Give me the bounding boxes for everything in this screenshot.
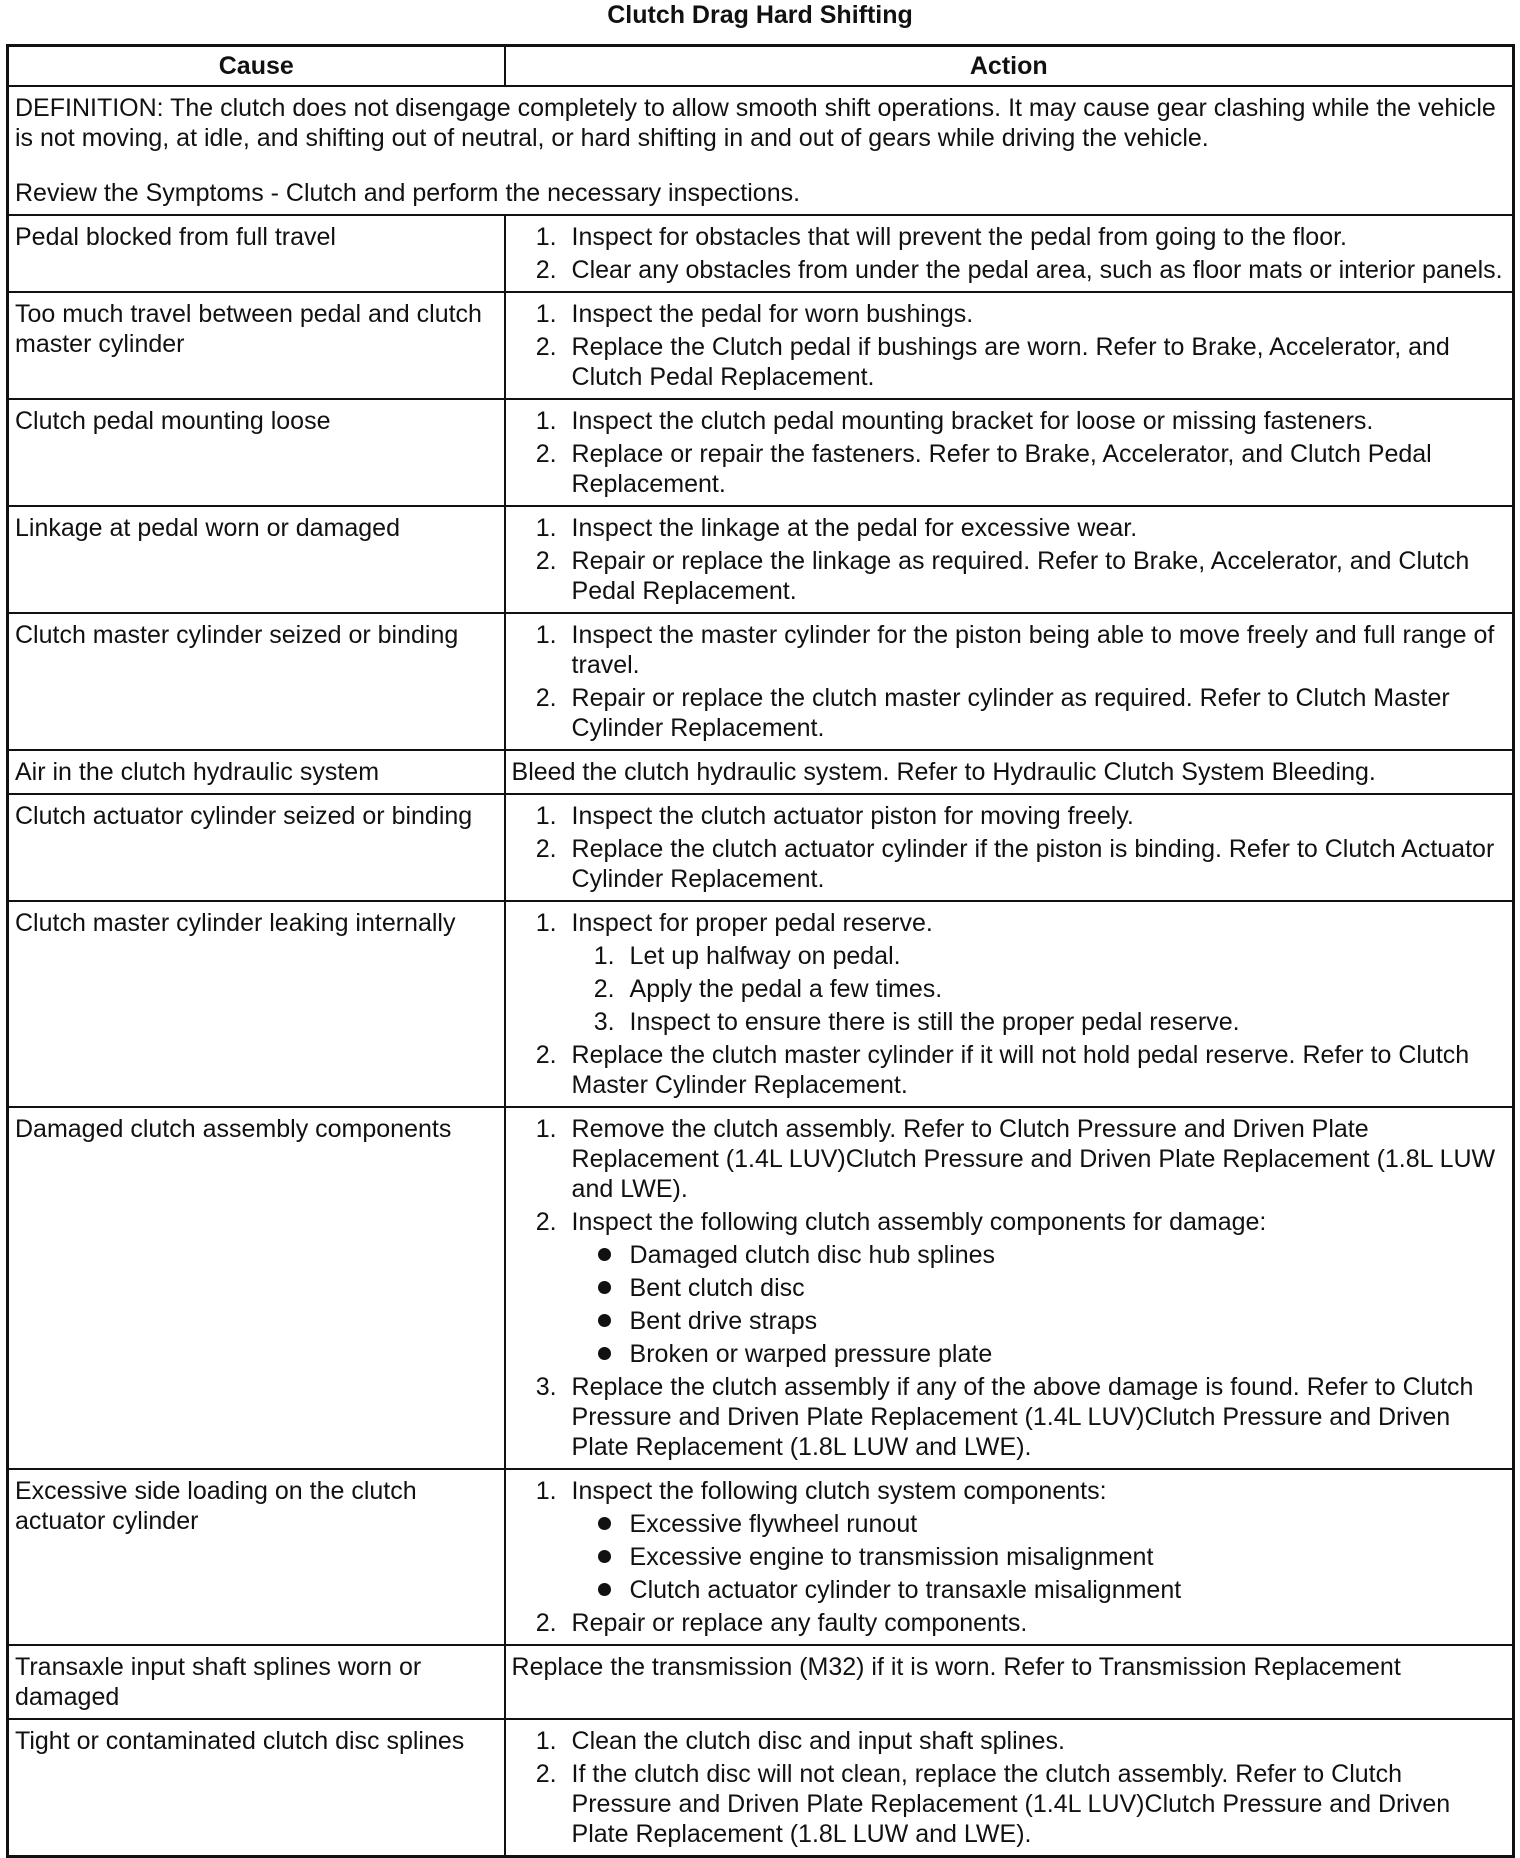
cause-cell: Tight or contaminated clutch disc splines — [8, 1719, 505, 1857]
action-step: 1. Clean the clutch disc and input shaft splines. — [564, 1726, 1506, 1756]
action-cell — [505, 215, 1514, 292]
cause-cell: Clutch pedal mounting loose — [8, 399, 505, 506]
action-step: 2. Repair or replace the linkage as required. Refer to Brake, Accelerator, and Clutch Pedal Replacement. — [564, 546, 1506, 606]
definition-review: Review the Symptoms - Clutch and perform the necessary inspections. — [15, 179, 801, 207]
action-steps — [512, 299, 1506, 392]
cause-cell: Damaged clutch assembly components — [8, 1107, 505, 1469]
bullet-item: Damaged clutch disc hub splines — [622, 1240, 1506, 1270]
action-steps — [512, 513, 1506, 606]
table-row — [8, 1719, 1514, 1857]
bullet-item: Excessive flywheel runout — [622, 1509, 1506, 1539]
action-step: 2. Replace or repair the fasteners. Refer to Brake, Accelerator, and Clutch Pedal Replacement. — [564, 439, 1506, 499]
cause-cell: Clutch master cylinder seized or binding — [8, 613, 505, 750]
cause-cell: Too much travel between pedal and clutch master cylinder — [8, 292, 505, 399]
cause-cell: Excessive side loading on the clutch actuator cylinder — [8, 1469, 505, 1645]
action-steps — [512, 908, 1506, 1100]
action-substeps — [572, 941, 1506, 1037]
action-step: 1. Remove the clutch assembly. Refer to Clutch Pressure and Driven Plate Replacement (1.4L LUV)Clutch Pressure and Driven Plate Replacement (1.8L LUW and LWE). — [564, 1114, 1506, 1204]
action-step-text: Inspect the following clutch assembly components for damage: — [571, 1208, 1267, 1236]
action-cell: Bleed the clutch hydraulic system. Refer to Hydraulic Clutch System Bleeding. — [505, 750, 1514, 794]
definition-cell — [8, 86, 1514, 215]
action-steps — [512, 406, 1506, 499]
action-steps — [512, 222, 1506, 285]
cause-cell: Linkage at pedal worn or damaged — [8, 506, 505, 613]
action-step — [564, 1207, 1506, 1369]
action-cell — [505, 613, 1514, 750]
table-row — [8, 613, 1514, 750]
action-step-text: Inspect for proper pedal reserve. — [571, 909, 933, 937]
bullet-item: Excessive engine to transmission misalignment — [622, 1542, 1506, 1572]
table-row — [8, 399, 1514, 506]
cause-column-header: Cause — [8, 46, 505, 87]
action-steps — [512, 1476, 1506, 1638]
table-row — [8, 750, 1514, 794]
action-step — [564, 908, 1506, 1037]
action-step: 1. Inspect the master cylinder for the piston being able to move freely and full range of travel. — [564, 620, 1506, 680]
action-substep: 2. Apply the pedal a few times. — [622, 974, 1506, 1004]
table-row — [8, 1645, 1514, 1719]
cause-cell: Transaxle input shaft splines worn or damaged — [8, 1645, 505, 1719]
bullet-item: Bent clutch disc — [622, 1273, 1506, 1303]
action-cell — [505, 1719, 1514, 1857]
bullet-list — [572, 1509, 1506, 1605]
cause-cell: Air in the clutch hydraulic system — [8, 750, 505, 794]
table-row — [8, 292, 1514, 399]
table-row — [8, 1107, 1514, 1469]
troubleshooting-table — [6, 44, 1515, 1858]
action-step: 1. Inspect the clutch pedal mounting bracket for loose or missing fasteners. — [564, 406, 1506, 436]
action-substep: 1. Let up halfway on pedal. — [622, 941, 1506, 971]
action-cell: Replace the transmission (M32) if it is worn. Refer to Transmission Replacement — [505, 1645, 1514, 1719]
action-steps — [512, 1114, 1506, 1462]
action-step: 1. Inspect the clutch actuator piston for moving freely. — [564, 801, 1506, 831]
action-step-text: Inspect the following clutch system components: — [571, 1477, 1107, 1505]
action-step: 2. Repair or replace the clutch master cylinder as required. Refer to Clutch Master Cylinder Replacement. — [564, 683, 1506, 743]
action-substep: 3. Inspect to ensure there is still the proper pedal reserve. — [622, 1007, 1506, 1037]
bullet-item: Clutch actuator cylinder to transaxle misalignment — [622, 1575, 1506, 1605]
table-row — [8, 215, 1514, 292]
action-cell — [505, 1107, 1514, 1469]
action-steps — [512, 620, 1506, 743]
table-row — [8, 794, 1514, 901]
action-steps — [512, 801, 1506, 894]
bullet-item: Bent drive straps — [622, 1306, 1506, 1336]
cause-cell: Clutch master cylinder leaking internally — [8, 901, 505, 1107]
action-column-header: Action — [505, 46, 1514, 87]
cause-cell: Pedal blocked from full travel — [8, 215, 505, 292]
action-step: 2. Replace the Clutch pedal if bushings are worn. Refer to Brake, Accelerator, and Clutch Pedal Replacement. — [564, 332, 1506, 392]
definition-row — [8, 86, 1514, 215]
action-step: 2. Replace the clutch master cylinder if it will not hold pedal reserve. Refer to Clutch Master Cylinder Replacement. — [564, 1040, 1506, 1100]
bullet-list — [572, 1240, 1506, 1369]
action-steps — [512, 1726, 1506, 1849]
page-title: Clutch Drag Hard Shifting — [607, 1, 913, 29]
action-step: 1. Inspect for obstacles that will prevent the pedal from going to the floor. — [564, 222, 1506, 252]
table-row — [8, 506, 1514, 613]
action-cell — [505, 794, 1514, 901]
cause-cell: Clutch actuator cylinder seized or binding — [8, 794, 505, 901]
action-step: 2. Repair or replace any faulty components. — [564, 1608, 1506, 1638]
action-cell — [505, 292, 1514, 399]
action-cell — [505, 399, 1514, 506]
action-step: 3. Replace the clutch assembly if any of the above damage is found. Refer to Clutch Pressure and Driven Plate Replacement (1.4L LUV)Clutch Pressure and Driven Plate Replacement (1.8L LUW and LWE). — [564, 1372, 1506, 1462]
action-step: 2. Clear any obstacles from under the pedal area, such as floor mats or interior panels. — [564, 255, 1506, 285]
action-step: 1. Inspect the pedal for worn bushings. — [564, 299, 1506, 329]
bullet-item: Broken or warped pressure plate — [622, 1339, 1506, 1369]
action-cell — [505, 506, 1514, 613]
action-step: 2. If the clutch disc will not clean, replace the clutch assembly. Refer to Clutch Pressure and Driven Plate Replacement (1.4L LUV)Clutch Pressure and Driven Plate Replacement (1.8L LUW and LWE). — [564, 1759, 1506, 1849]
action-cell — [505, 1469, 1514, 1645]
action-step: 1. Inspect the linkage at the pedal for excessive wear. — [564, 513, 1506, 543]
table-row — [8, 901, 1514, 1107]
action-step — [564, 1476, 1506, 1605]
definition-text: DEFINITION: The clutch does not disengage completely to allow smooth shift operations. It may cause gear clashing while the vehicle is not moving, at idle, and shifting out of neutral, or hard shifting in and out of gears while driving the vehicle. — [15, 94, 1496, 152]
table-row — [8, 1469, 1514, 1645]
table-header-row — [8, 46, 1514, 87]
action-step: 2. Replace the clutch actuator cylinder if the piston is binding. Refer to Clutch Actuator Cylinder Replacement. — [564, 834, 1506, 894]
action-cell — [505, 901, 1514, 1107]
